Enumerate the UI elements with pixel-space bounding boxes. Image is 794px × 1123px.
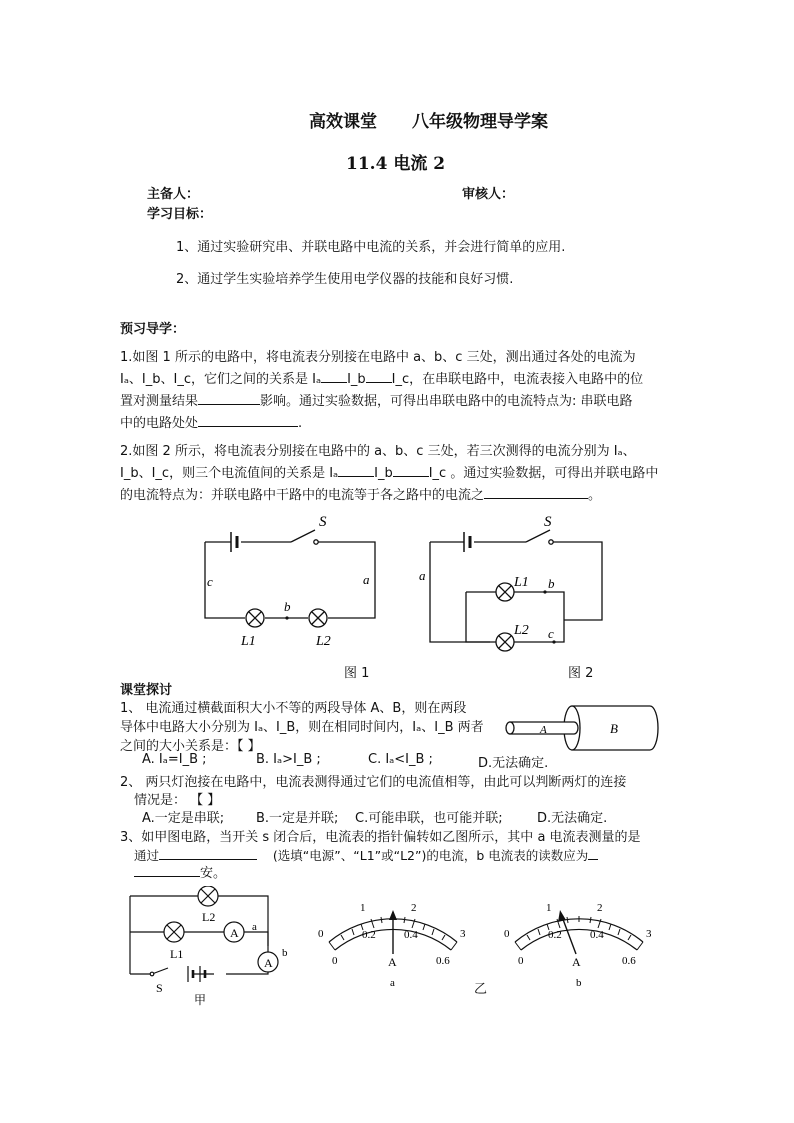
jia-label-l1: L1 (170, 947, 184, 961)
figure-2-parallel-circuit (414, 512, 614, 660)
fig1-label-l1: L1 (241, 634, 256, 649)
dial-b-bottom-0: 0 (518, 955, 524, 967)
cq1-option-d[interactable]: D.无法确定. (478, 756, 549, 771)
ammeter-dial-a (308, 888, 478, 988)
fig2-label-b: b (548, 576, 555, 591)
jia-ammeter-a-symbol: A (230, 926, 239, 940)
ammeter-dial-b (494, 888, 664, 988)
q2-line2-a: I_b、I_c，则三个电流值间的关系是 Iₐ (120, 466, 339, 481)
blank-q2-ib-ic[interactable] (393, 462, 429, 477)
cq3-line3-text: 安。 (200, 866, 227, 881)
q1-line2-c: I_c，在串联电路中，电流表接入电路中的位 (391, 372, 644, 387)
dial-b-top-2: 2 (597, 902, 603, 914)
figure-1-caption: 图 1 (344, 666, 370, 681)
classroom-heading: 课堂探讨 (120, 683, 173, 698)
dial-b-ammeter-symbol: A (572, 955, 581, 969)
dial-a-top-3: 3 (460, 928, 466, 940)
jia-label-s: S (156, 981, 163, 995)
conductor-a-label: A (540, 724, 547, 736)
preview-heading: 预习导学： (120, 322, 186, 337)
preparer-label: 主备人： (147, 187, 200, 202)
q2-line3-text: 的电流特点为：并联电路中干路中的电流等于各之路中的电流之 (120, 488, 485, 503)
jia-label: 甲 (194, 993, 207, 1007)
blank-parallel-feature[interactable] (484, 484, 588, 499)
cq2-option-c[interactable]: C.可能串联，也可能并联; (355, 811, 503, 826)
cq2-option-d[interactable]: D.无法确定. (537, 811, 608, 826)
cq1-option-b[interactable]: B. Iₐ>I_B ; (256, 752, 321, 767)
cq2-line-2: 情况是： 【 】 (134, 793, 221, 808)
q1-line4-text: 中的电路处处 (120, 416, 199, 431)
jia-label-b: b (282, 947, 288, 959)
dial-b-top-3: 3 (646, 928, 652, 940)
fig2-label-l2: L2 (514, 623, 529, 638)
blank-reading-b[interactable] (134, 862, 200, 877)
cq2-option-a[interactable]: A.一定是串联; (142, 811, 225, 826)
fig2-label-a: a (419, 568, 426, 583)
circuit-jia (122, 886, 294, 1010)
cq2-line-1: 2、 两只灯泡接在电路中，电流表测得通过它们的电流值相等，由此可以判断两灯的连接 (120, 775, 627, 790)
dial-a-top-0: 0 (318, 928, 324, 940)
cq1-option-c[interactable]: C. Iₐ<I_B ; (368, 752, 433, 767)
dial-b-top-0: 0 (504, 928, 510, 940)
fig1-label-b: b (284, 599, 291, 614)
q1-line3-b: 影响。通过实验数据，可得出串联电路中的电流特点为: 串联电路 (260, 394, 633, 409)
dial-b-top-1: 1 (546, 902, 552, 914)
reviewer-label: 审核人： (462, 187, 515, 202)
q2-line2-b: I_b (374, 466, 393, 481)
dial-a-ammeter-symbol: A (388, 955, 397, 969)
q1-line-4: 中的电路处处 . (120, 412, 680, 434)
q2-line-1: 2.如图 2 所示，将电流表分别接在电路中的 a、b、c 三处，若三次测得的电流分别为 Iₐ、 (120, 444, 636, 459)
jia-label-l2: L2 (202, 910, 216, 924)
blank-series-feature[interactable] (198, 412, 298, 427)
fig2-label-c: c (548, 626, 554, 641)
cq1-line-3: 之间的大小关系是：【 】 (120, 739, 261, 754)
dial-a-label: a (390, 977, 395, 988)
dial-b-bottom-06: 0.6 (622, 955, 636, 967)
title-left: 高效课堂 (309, 112, 377, 132)
objectives-label: 学习目标： (147, 207, 213, 222)
conductor-illustration (500, 700, 660, 752)
fig2-switch-label: S (544, 514, 552, 530)
q1-line2-b: I_b (347, 372, 366, 387)
cq1-option-a[interactable]: A. Iₐ=I_B ; (142, 752, 207, 767)
fig1-label-c: c (207, 574, 213, 589)
title-right: 八年级物理导学案 (412, 112, 548, 132)
lesson-title: 11.4 电流 2 (346, 154, 446, 174)
cq3-line2-a: 通过 (134, 848, 160, 863)
q1-line2-a: Iₐ、I_b、I_c，它们之间的关系是 Iₐ (120, 372, 322, 387)
objective-1: 1、通过实验研究串、并联电路中电流的关系，并会进行简单的应用. (176, 240, 566, 255)
q2-line-2 (120, 462, 680, 484)
blank-q2-ia-ib[interactable] (338, 462, 374, 477)
blank-measured-by-a[interactable] (159, 845, 257, 860)
q1-line3-a: 置对测量结果 (120, 394, 199, 409)
cq1-line-2: 导体中电路大小分别为 Iₐ、I_B，则在相同时间内，Iₐ、I_B 两者 (120, 720, 484, 735)
q2-line2-c: I_c 。通过实验数据，可得出并联电路中 (428, 466, 659, 481)
dial-a-bottom-02: 0.2 (362, 929, 376, 941)
q1-line-3 (120, 390, 680, 412)
preview-question-2 (120, 441, 680, 506)
figure-1-series-circuit (195, 512, 390, 652)
jia-label-a: a (252, 921, 257, 933)
blank-reading-b-start[interactable] (588, 845, 598, 860)
dial-b-bottom-02: 0.2 (548, 929, 562, 941)
cq3-line-1: 3、如甲图电路，当开关 s 闭合后，电流表的指针偏转如乙图所示，其中 a 电流表测量的是 (120, 830, 641, 845)
blank-ib-ic[interactable] (366, 368, 392, 383)
dial-b-bottom-04: 0.4 (590, 929, 604, 941)
q1-line-2 (120, 368, 680, 390)
dial-a-bottom-0: 0 (332, 955, 338, 967)
preview-question-1 (120, 347, 680, 434)
fig1-label-l2: L2 (316, 634, 331, 649)
q1-line-1: 1.如图 1 所示的电路中，将电流表分别接在电路中 a、b、c 三处，测出通过各处的电流为 (120, 350, 636, 365)
cq1-line-1: 1、 电流通过横截面积大小不等的两段导体 A、B，则在两段 (120, 701, 467, 716)
jia-ammeter-b-symbol: A (264, 956, 273, 970)
q2-line-3: 的电流特点为：并联电路中干路中的电流等于各之路中的电流之 。 (120, 484, 680, 506)
conductor-b-label: B (610, 721, 618, 736)
yi-label: 乙 (474, 982, 488, 997)
cq2-option-b[interactable]: B.一定是并联; (256, 811, 339, 826)
dial-b-label: b (576, 977, 582, 988)
dial-a-top-1: 1 (360, 902, 366, 914)
fig1-switch-label: S (319, 514, 327, 530)
fig2-label-l1: L1 (514, 575, 529, 590)
dial-a-bottom-06: 0.6 (436, 955, 450, 967)
cq3-line-3 (134, 862, 226, 881)
blank-effect[interactable] (198, 390, 260, 405)
blank-ia-ib[interactable] (321, 368, 347, 383)
dial-a-top-2: 2 (411, 902, 417, 914)
objective-2: 2、通过学生实验培养学生使用电学仪器的技能和良好习惯. (176, 272, 514, 287)
cq3-line2-b: (选填“电源”、“L1”或“L2”)的电流，b 电流表的读数应为 (272, 848, 589, 863)
figure-2-caption: 图 2 (568, 666, 594, 681)
fig1-label-a: a (363, 572, 370, 587)
dial-a-bottom-04: 0.4 (404, 929, 418, 941)
